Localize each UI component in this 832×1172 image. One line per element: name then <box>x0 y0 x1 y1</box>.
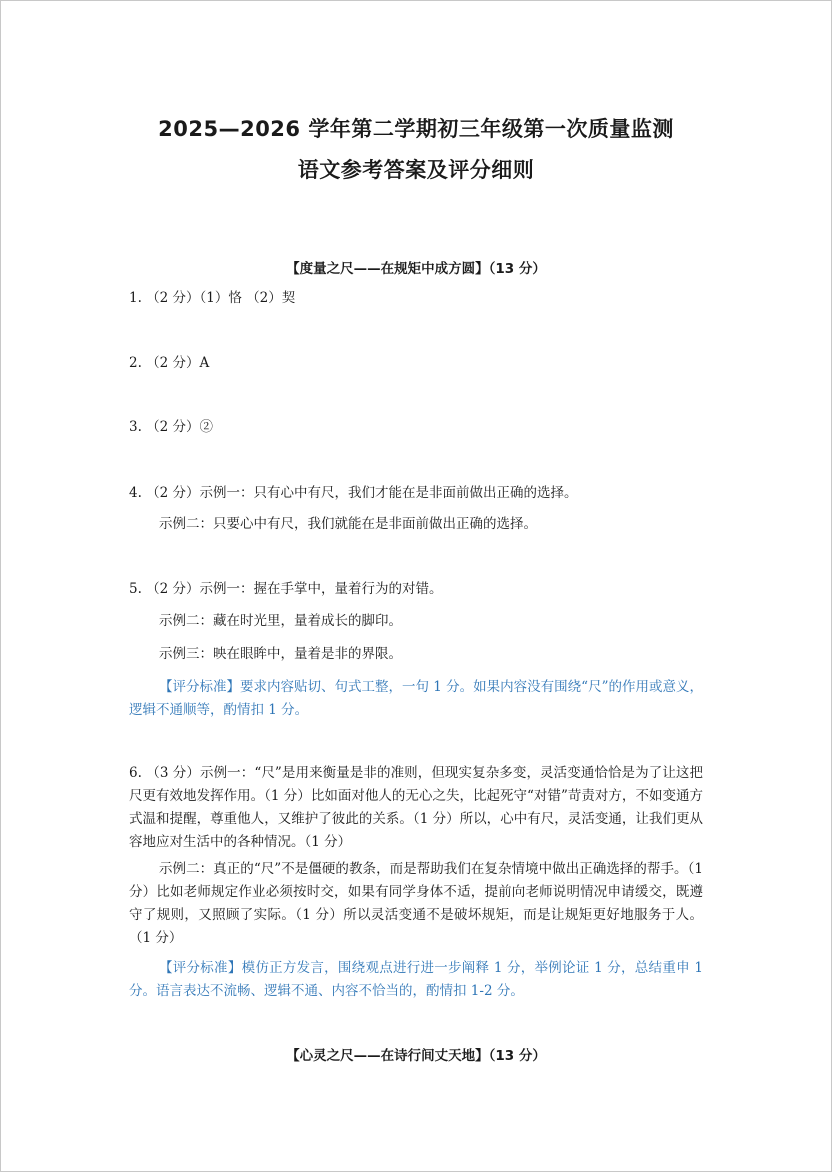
answer-q5-line3: 示例三：映在眼眸中，量着是非的界限。 <box>159 646 402 662</box>
page-title: 2025—2026 学年第二学期初三年级第一次质量监测 <box>158 117 674 141</box>
answer-q6-example2: 示例二：真正的“尺”不是僵硬的教条，而是帮助我们在复杂情境中做出正确选择的帮手。（1 分）比如老师规定作业必须按时交，如果有同学身体不适，提前向老师说明情况申请缓交，既遵守了规则，又照顾了实际。（1 分）所以灵活变通不是破坏规矩，而是让规矩更好地服务于人。（1 分） <box>129 861 703 946</box>
answer-q5-line1: 5. （2 分）示例一：握在手掌中，量着行为的对错。 <box>129 581 443 597</box>
answer-q4-line2: 示例二：只要心中有尺，我们就能在是非面前做出正确的选择。 <box>159 516 537 532</box>
section-heading-1: 【度量之尺——在规矩中成方圆】（13 分） <box>286 261 546 277</box>
section-heading-2: 【心灵之尺——在诗行间丈天地】（13 分） <box>286 1048 546 1064</box>
answer-q2: 2. （2 分）A <box>129 355 210 371</box>
page-subtitle: 语文参考答案及评分细则 <box>297 158 535 182</box>
answer-q1: 1. （2 分）（1）恪 （2）契 <box>129 290 296 306</box>
scoring-criteria-q5: 【评分标准】要求内容贴切、句式工整，一句 1 分。如果内容没有围绕“尺”的作用或意义，逻辑不通顺等，酌情扣 1 分。 <box>129 679 703 718</box>
answer-q5-line2: 示例二：藏在时光里，量着成长的脚印。 <box>159 613 402 629</box>
scoring-criteria-q6: 【评分标准】模仿正方发言，围绕观点进行进一步阐释 1 分，举例论证 1 分，总结重申 1 分。语言表达不流畅、逻辑不通、内容不恰当的，酌情扣 1-2 分。 <box>129 960 703 999</box>
answer-q4-line1: 4. （2 分）示例一：只有心中有尺，我们才能在是非面前做出正确的选择。 <box>129 485 578 501</box>
answer-q3: 3. （2 分）② <box>129 419 214 435</box>
answer-q6-example1: 6. （3 分）示例一：“尺”是用来衡量是非的准则，但现实复杂多变，灵活变通恰恰是为了让这把尺更有效地发挥作用。（1 分）比如面对他人的无心之失，比起死守“对错”苛责对方，不如变通方式温和提醒，尊重他人，又维护了彼此的关系。（1 分）所以，心中有尺，灵活变通，让我们更从容地应对生活中的各种情况。（1 分） <box>129 765 703 850</box>
